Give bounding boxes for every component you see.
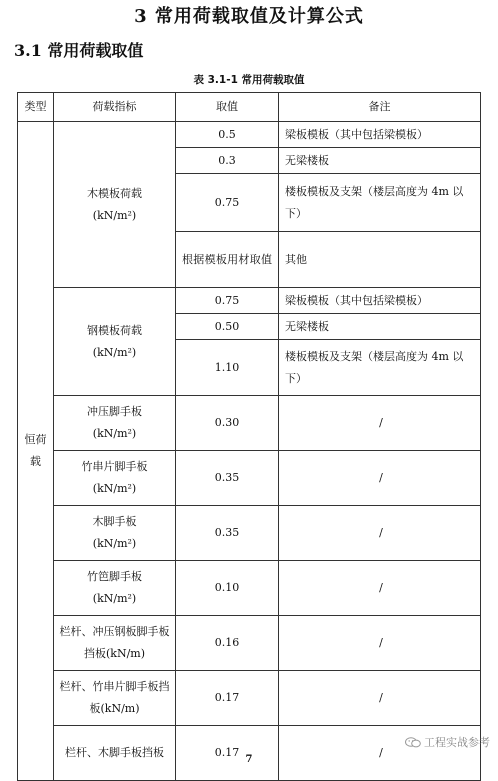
- table-row: [18, 506, 481, 561]
- indicator-cell: 木模板荷载 (kN/m²): [54, 122, 176, 288]
- value-cell: 0.5: [176, 122, 279, 148]
- indicator-cell: 冲压脚手板 (kN/m²): [54, 396, 176, 451]
- value-cell: 0.75: [176, 174, 279, 232]
- note-cell: 其他: [279, 232, 481, 288]
- value-cell: 0.30: [176, 396, 279, 451]
- note-cell: /: [279, 726, 481, 781]
- value-cell: 0.75: [176, 288, 279, 314]
- section-title: 3.1 常用荷载取值: [14, 41, 144, 60]
- header-indicator: 荷载指标: [54, 93, 176, 122]
- page-number: 7: [245, 754, 253, 765]
- value-cell: 0.17: [176, 671, 279, 726]
- watermark-text: 工程实战参考: [424, 736, 490, 749]
- note-cell: /: [279, 671, 481, 726]
- wechat-logo-icon: [405, 737, 421, 748]
- table-row: [18, 288, 481, 314]
- value-cell: 0.16: [176, 616, 279, 671]
- chapter-title: 3 常用荷载取值及计算公式: [134, 6, 364, 27]
- indicator-cell: 木脚手板 (kN/m²): [54, 506, 176, 561]
- header-value: 取值: [176, 93, 279, 122]
- note-cell: 梁板模板（其中包括梁模板）: [279, 122, 481, 148]
- note-cell: 无梁楼板: [279, 314, 481, 340]
- note-cell: 楼板模板及支架（楼层高度为 4m 以下）: [279, 174, 481, 232]
- value-cell: 0.10: [176, 561, 279, 616]
- table-body: [18, 122, 481, 781]
- note-cell: 楼板模板及支架（楼层高度为 4m 以下）: [279, 340, 481, 396]
- value-cell: 根据模板用材取值: [176, 232, 279, 288]
- note-cell: /: [279, 506, 481, 561]
- table-row: [18, 396, 481, 451]
- header-note: 备注: [279, 93, 481, 122]
- type-cell: 恒荷载: [18, 122, 54, 781]
- value-cell: 0.50: [176, 314, 279, 340]
- indicator-cell: 竹串片脚手板 (kN/m²): [54, 451, 176, 506]
- indicator-cell: 栏杆、竹串片脚手板挡板(kN/m): [54, 671, 176, 726]
- table-row: [18, 671, 481, 726]
- note-cell: /: [279, 616, 481, 671]
- value-cell: 0.35: [176, 506, 279, 561]
- watermark: [405, 734, 490, 750]
- table-header-row: [18, 93, 481, 122]
- value-cell: 0.3: [176, 148, 279, 174]
- table-row: [18, 561, 481, 616]
- note-cell: 无梁楼板: [279, 148, 481, 174]
- indicator-cell: 竹笆脚手板 (kN/m²): [54, 561, 176, 616]
- table-row: [18, 451, 481, 506]
- note-cell: /: [279, 561, 481, 616]
- note-cell: /: [279, 451, 481, 506]
- indicator-cell: 栏杆、木脚手板挡板: [54, 726, 176, 781]
- load-values-table: [17, 92, 481, 781]
- value-cell: 1.10: [176, 340, 279, 396]
- indicator-cell: 栏杆、冲压钢板脚手板挡板(kN/m): [54, 616, 176, 671]
- table-row: [18, 616, 481, 671]
- note-cell: /: [279, 396, 481, 451]
- table-row: [18, 122, 481, 148]
- value-cell: 0.35: [176, 451, 279, 506]
- header-type: 类型: [18, 93, 54, 122]
- indicator-cell: 钢模板荷载 (kN/m²): [54, 288, 176, 396]
- note-cell: 梁板模板（其中包括梁模板）: [279, 288, 481, 314]
- table-caption: 表 3.1-1 常用荷载取值: [193, 74, 305, 86]
- value-cell: 0.17: [176, 726, 279, 781]
